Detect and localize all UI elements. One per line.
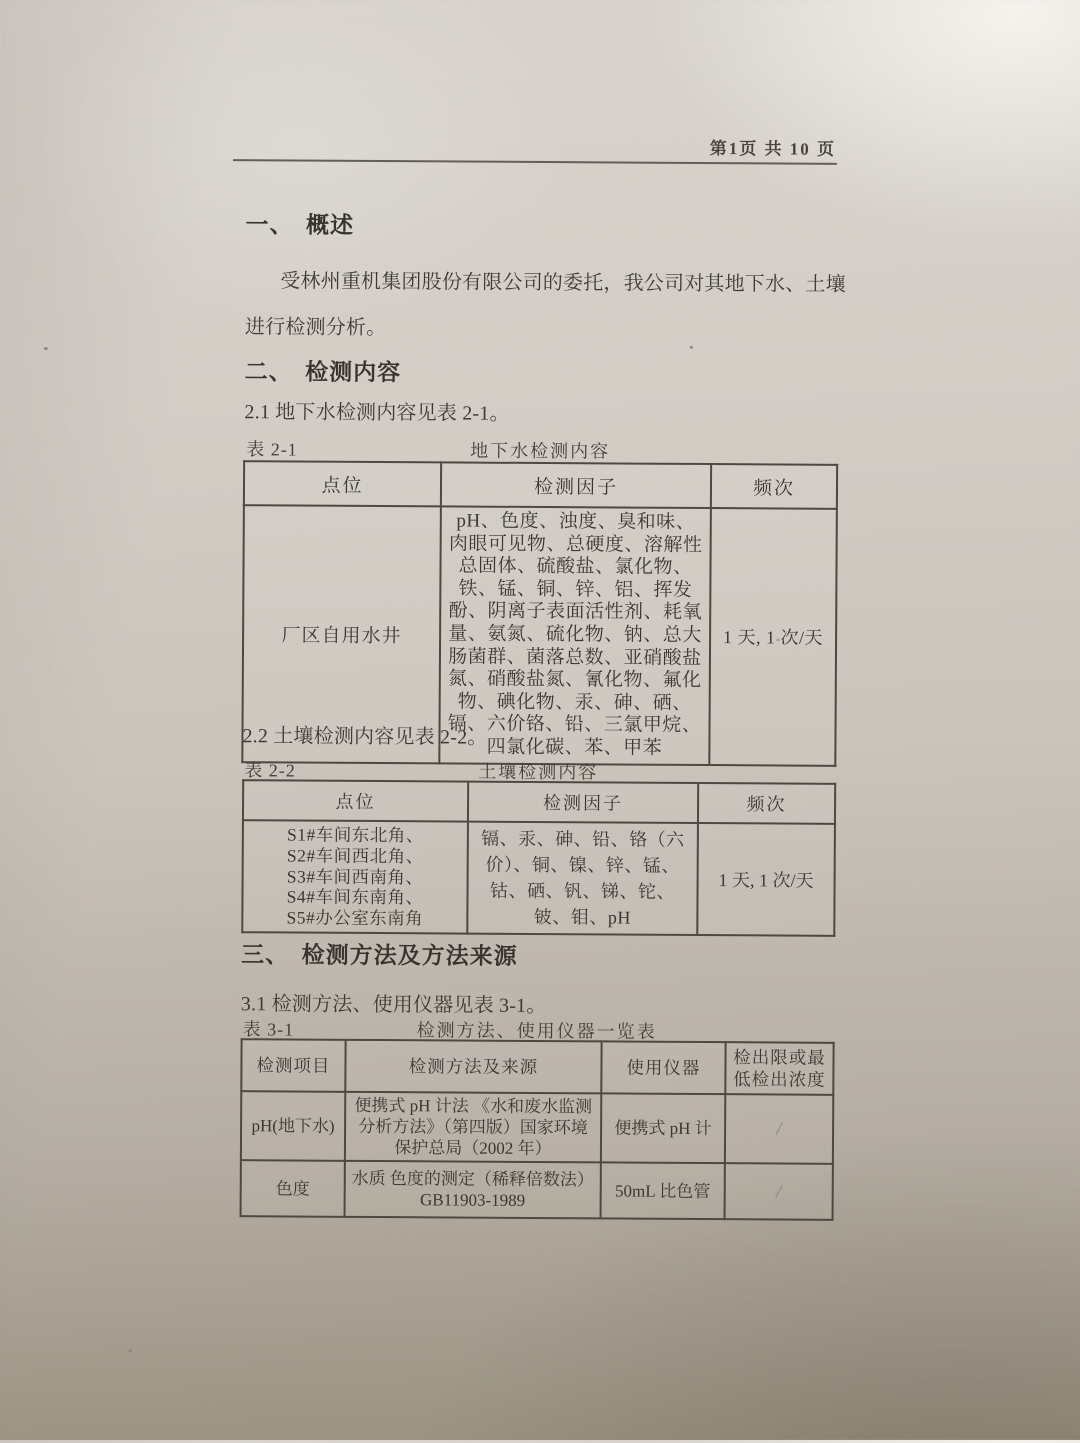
- table22-frequency-cell: 1 天, 1 次/天: [697, 823, 835, 936]
- table31-row-ph: [241, 1091, 833, 1164]
- page-indicator: 第1页 共 10 页: [709, 139, 837, 159]
- table31-method-cell: 便携式 pH 计法 《水和废水监测分析方法》（第四版）国家环境保护总局（2002 年）: [345, 1092, 601, 1163]
- table21-site-cell: 厂区自用水井: [242, 505, 441, 763]
- table31-instrument-cell: 便携式 pH 计: [601, 1093, 725, 1163]
- section3-item-3-1: 3.1 检测方法、使用仪器见表 3-1。: [240, 993, 547, 1018]
- table21-caption: 地下水检测内容: [470, 440, 611, 462]
- table31-header-item: 检测项目: [241, 1039, 345, 1092]
- table22-factors-cell: 镉、汞、砷、铅、铬（六价）、铜、镍、锌、锰、钴、硒、钒、锑、铊、铍、钼、pH: [467, 822, 698, 935]
- section1-heading: 一、 概述: [245, 212, 355, 238]
- table21-header-site: 点位: [244, 461, 441, 506]
- site-line: S1#车间东北角、: [286, 824, 424, 846]
- dust-speck: [129, 1350, 132, 1353]
- section2-item-2-2: 2.2 土壤检测内容见表 2-2。: [242, 725, 488, 749]
- section2-item-2-1: 2.1 地下水检测内容见表 2-1。: [244, 401, 510, 425]
- site-line: S2#车间西北角、: [286, 845, 424, 867]
- table21-label: 表 2-1: [246, 439, 298, 460]
- table22-header-site: 点位: [243, 780, 468, 821]
- table21-header-row: [244, 461, 837, 509]
- table21-frequency-cell: 1 天, 1 次/天: [709, 508, 837, 765]
- table31-header-row: [241, 1039, 833, 1095]
- site-line: S5#办公室东南角: [286, 907, 424, 929]
- table22-caption: 土壤检测内容: [478, 761, 599, 783]
- table22-data-row: [242, 820, 835, 936]
- table31-row-chroma: [241, 1160, 833, 1220]
- section1-paragraph-line1: 受林州重机集团股份有限公司的委托，我公司对其地下水、土壤: [280, 270, 846, 296]
- table22-site-lines: [286, 824, 423, 929]
- table31-caption: 检测方法、使用仪器一览表: [416, 1020, 657, 1042]
- section2-heading: 二、 检测内容: [244, 359, 402, 386]
- dust-speck: [690, 346, 693, 349]
- table31-instrument-cell: 50mL 比色管: [601, 1162, 725, 1219]
- dust-speck: [44, 347, 48, 350]
- table31-header-instrument: 使用仪器: [601, 1041, 725, 1094]
- section1-paragraph-line2: 进行检测分析。: [244, 316, 387, 340]
- table31-header-limit: 检出限或最低检出浓度: [725, 1042, 833, 1095]
- table31-item-cell: 色度: [241, 1160, 345, 1217]
- table31-limit-cell: /: [725, 1163, 833, 1220]
- table21-factors-cell: pH、色度、浊度、臭和味、肉眼可见物、总硬度、溶解性总固体、硫酸盐、氯化物、铁、锰、铜、锌、铝、挥发酚、阴离子表面活性剂、耗氧量、氨氮、硫化物、钠、总大肠菌群、菌落总数、亚硝酸盐氮、硝酸盐氮、氰化物、氟化物、碘化物、汞、砷、硒、镉、六价铬、铅、三氯甲烷、四氯化碳、苯、甲苯: [439, 506, 711, 764]
- table31-item-cell: pH(地下水): [241, 1091, 345, 1161]
- table22-header-factors: 检测因子: [468, 782, 698, 823]
- table21-header-frequency: 频次: [711, 464, 837, 509]
- table22-label: 表 2-2: [244, 760, 296, 781]
- header-rule: [233, 159, 837, 165]
- site-line: S3#车间西南角、: [286, 865, 424, 887]
- table-methods-instruments: [240, 1038, 835, 1221]
- table31-label: 表 3-1: [242, 1019, 295, 1040]
- section3-heading: 三、 检测方法及方法来源: [241, 942, 518, 969]
- table-soil-content: [241, 779, 836, 937]
- site-line: S4#车间东南角、: [286, 886, 424, 908]
- dust-speck: [776, 638, 780, 641]
- table21-header-factors: 检测因子: [441, 462, 711, 508]
- table22-site-cell: [242, 820, 468, 933]
- table31-limit-cell: /: [725, 1094, 833, 1164]
- table21-caption-row: [244, 435, 836, 463]
- table22-header-row: [243, 780, 835, 824]
- table31-header-method: 检测方法及来源: [345, 1040, 601, 1094]
- table22-header-frequency: 频次: [698, 783, 835, 824]
- table31-method-cell: 水质 色度的测定（稀释倍数法） GB11903-1989: [345, 1161, 601, 1219]
